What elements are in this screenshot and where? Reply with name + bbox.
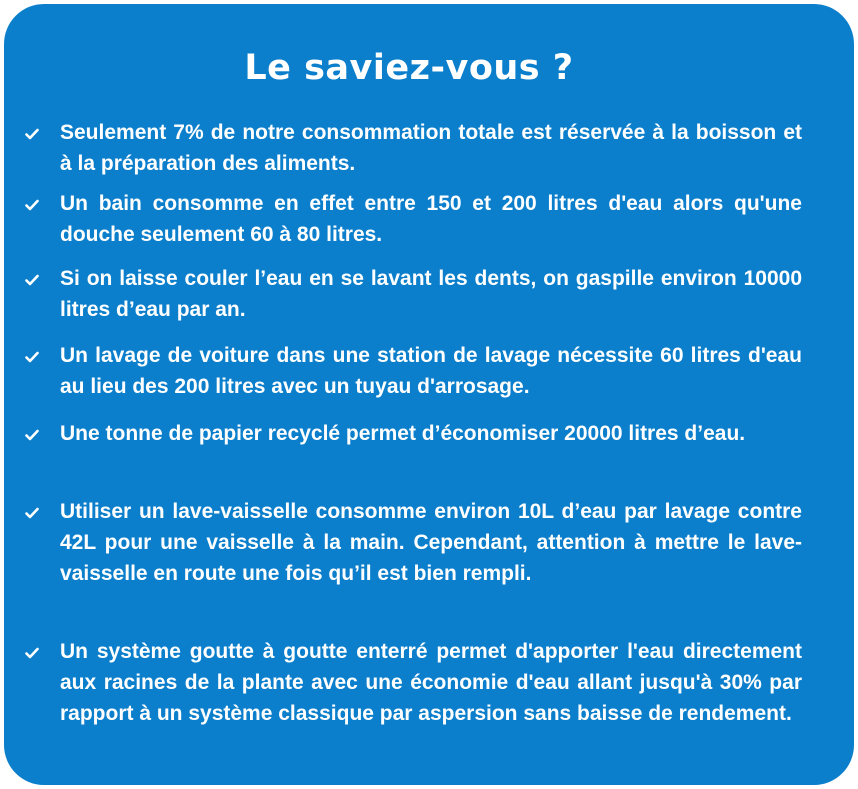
- fact-item: [25, 117, 802, 179]
- fact-text: Si on laisse couler l’eau en se lavant les dents, on gaspille environ 10000 litres d’eau par an.: [60, 267, 802, 321]
- fact-item: [25, 263, 802, 325]
- check-icon: [25, 507, 39, 519]
- fact-text: Un lavage de voiture dans une station de lavage nécessite 60 litres d'eau au lieu des 200 litres avec un tuyau d'arrosage.: [60, 344, 802, 398]
- fact-text: Un bain consomme en effet entre 150 et 200 litres d'eau alors qu'une douche seulement 60 à 80 litres.: [60, 192, 802, 246]
- fact-text: Seulement 7% de notre consommation totale est réservée à la boisson et à la préparation des aliments.: [60, 121, 802, 175]
- check-icon: [25, 128, 39, 140]
- fact-item: [25, 496, 802, 589]
- card-title: Le saviez-vous ?: [244, 48, 574, 88]
- fact-text: Une tonne de papier recyclé permet d’économiser 20000 litres d’eau.: [60, 422, 746, 445]
- facts-list: [4, 4, 854, 785]
- fact-item: [25, 418, 802, 449]
- fact-item: [25, 636, 802, 729]
- check-icon: [25, 199, 39, 211]
- fact-item: [25, 188, 802, 250]
- check-icon: [25, 274, 39, 286]
- fact-item: [25, 340, 802, 402]
- fact-text: Un système goutte à goutte enterré permet d'apporter l'eau directement aux racines de la plante avec une économie d'eau allant jusqu'à 30% par rapport à un système classique par aspersion sans baisse de rendement.: [60, 640, 802, 725]
- info-card: [4, 4, 854, 785]
- check-icon: [25, 429, 39, 441]
- check-icon: [25, 647, 39, 659]
- check-icon: [25, 351, 39, 363]
- fact-text: Utiliser un lave-vaisselle consomme environ 10L d’eau par lavage contre 42L pour une vaisselle à la main. Cependant, attention à mettre le lave-vaisselle en route une fois qu’il est bien rempli.: [60, 500, 802, 585]
